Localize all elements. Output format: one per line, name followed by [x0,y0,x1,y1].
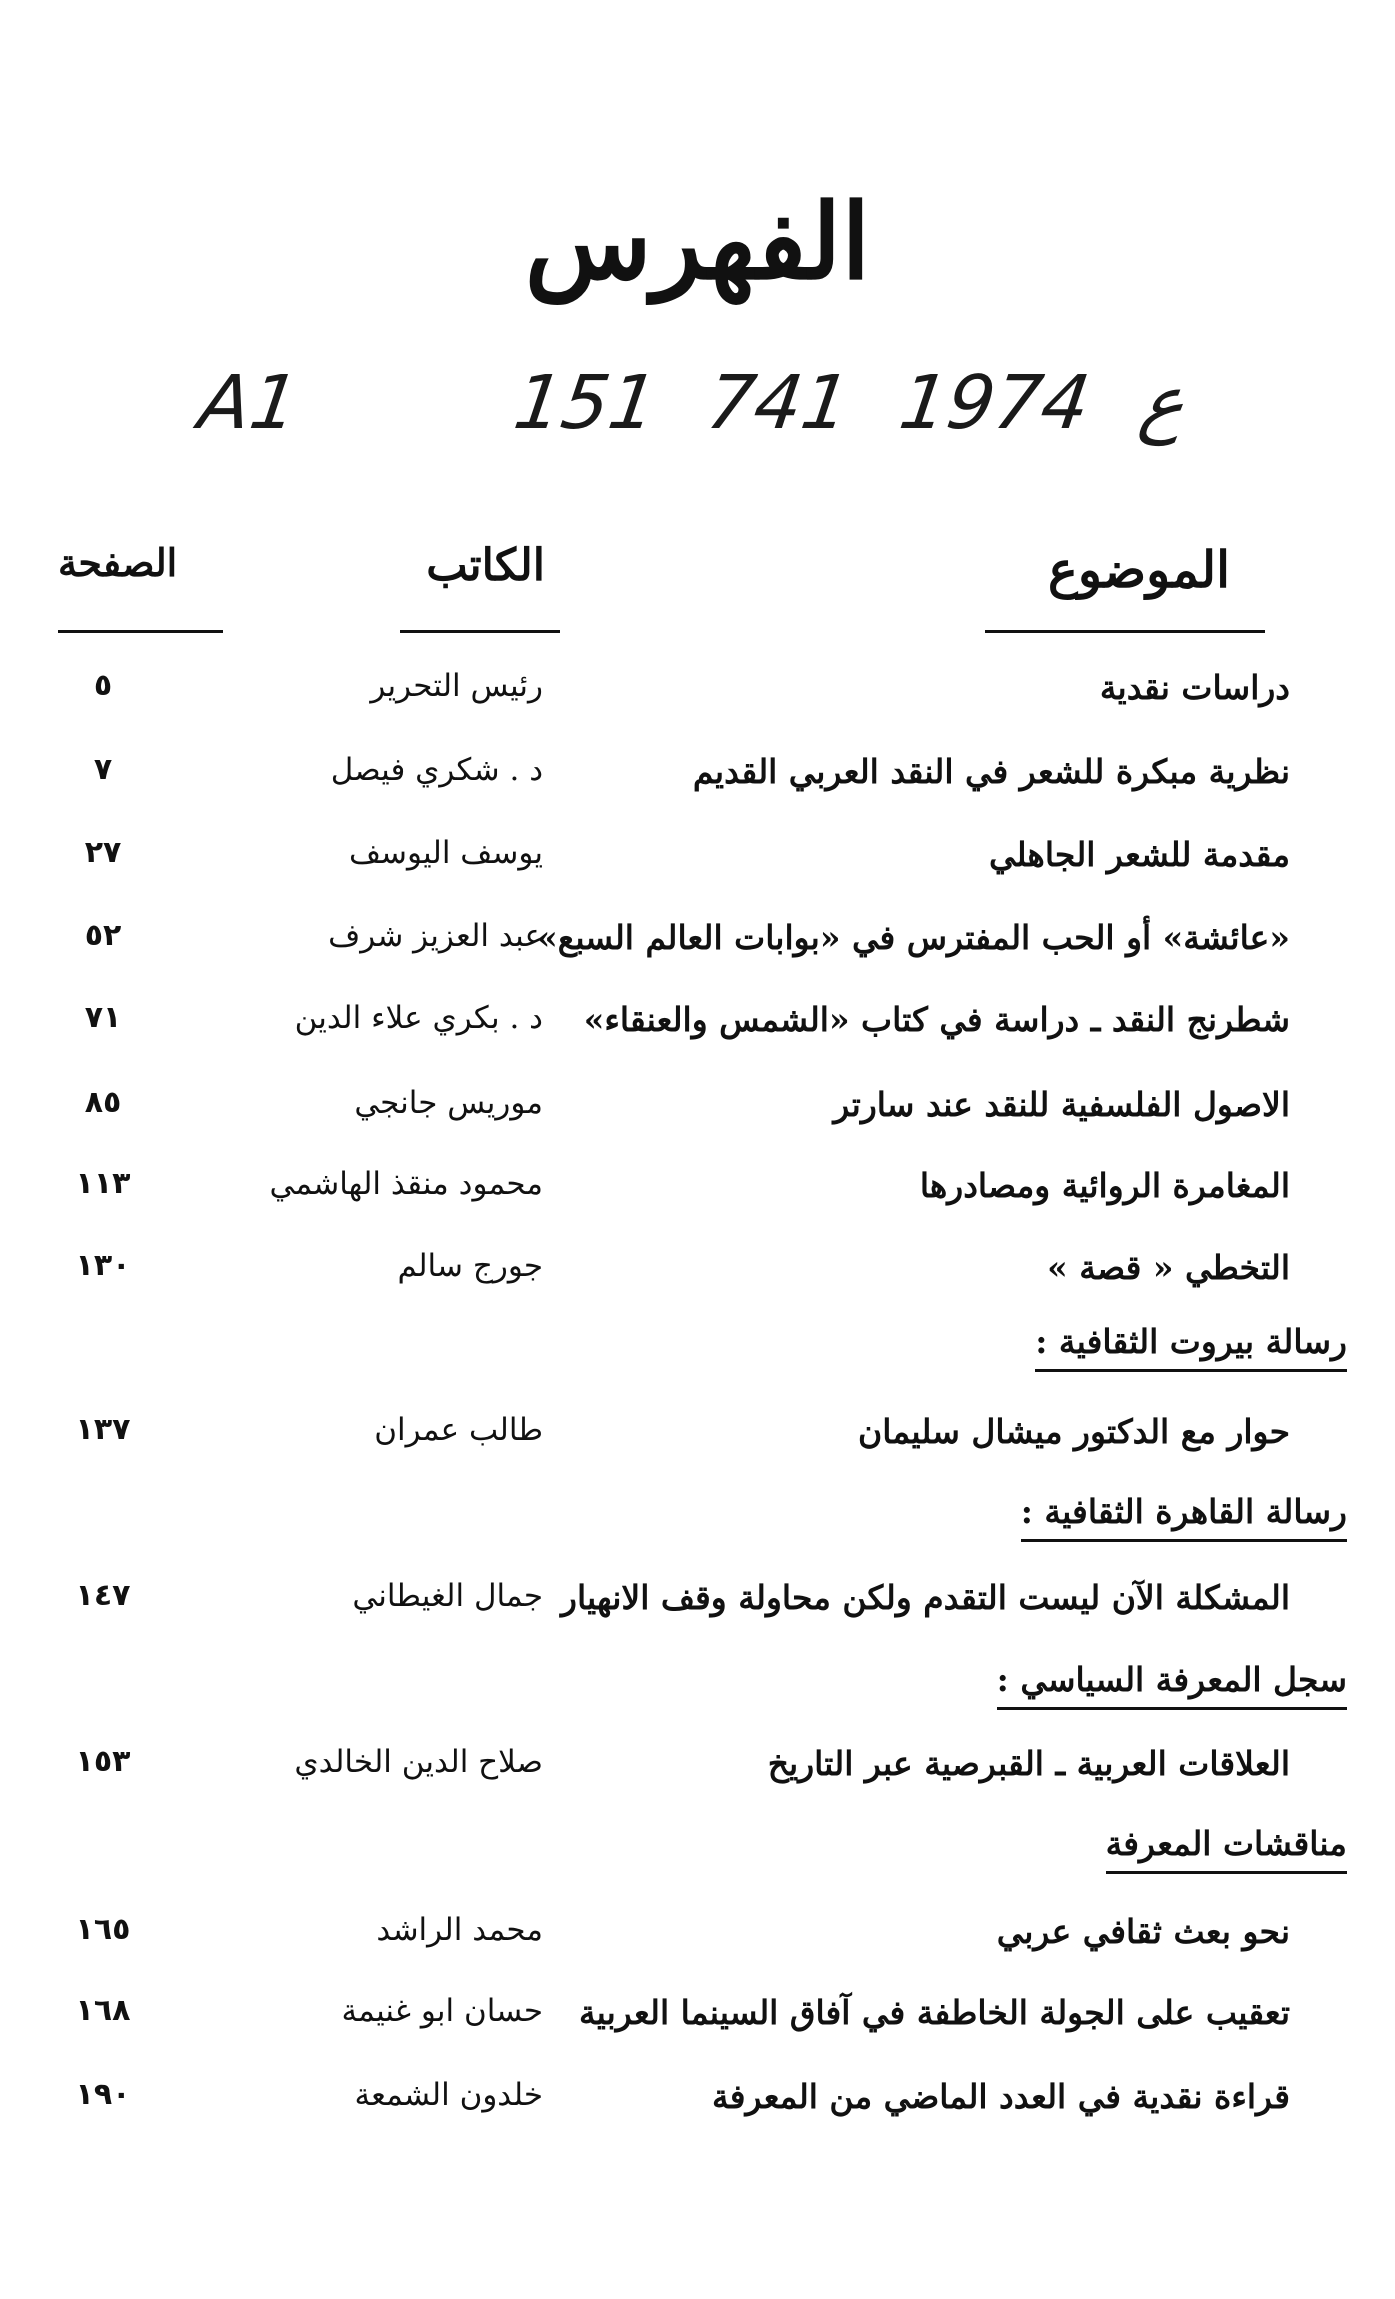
entry-topic: المشكلة الآن ليست التقدم ولكن محاولة وقف الانهيار [561,1578,1290,1617]
entry-page: ٥٢ [84,918,122,953]
entry-page: ١٥٣ [75,1744,131,1779]
header-underline [58,630,223,633]
entry-page: ٨٥ [84,1085,122,1120]
entry-author: موريس جانجي [354,1085,543,1121]
section-title: مناقشات المعرفة [1106,1824,1347,1874]
toc-row [0,2077,1395,2137]
entry-author: محمد الراشد [376,1912,543,1948]
column-header-topic: الموضوع [1048,540,1230,599]
toc-row [0,835,1395,895]
toc-row [0,1166,1395,1226]
entry-page: ١٩٠ [75,2077,131,2112]
entry-author: رئيس التحرير [370,668,543,704]
entry-author: جورج سالم [397,1248,543,1284]
entry-topic: مقدمة للشعر الجاهلي [989,835,1290,874]
entry-topic: قراءة نقدية في العدد الماضي من المعرفة [712,2077,1290,2116]
entry-author: عبد العزيز شرف [328,918,543,954]
page-title: الفهرس [524,180,871,303]
entry-page: ٢٧ [84,835,122,870]
entry-topic: نظرية مبكرة للشعر في النقد العربي القديم [692,752,1290,791]
toc-row [0,1000,1395,1060]
entry-author: طالب عمران [374,1412,543,1448]
section-title: رسالة القاهرة الثقافية : [1021,1492,1347,1542]
entry-author: خلدون الشمعة [354,2077,543,2113]
toc-row [0,1744,1395,1804]
toc-row [0,1578,1395,1638]
entry-page: ١٤٧ [75,1578,131,1613]
entry-page: ١٦٥ [75,1912,131,1947]
entry-page: ١٣٠ [75,1248,131,1283]
column-header-author: الكاتب [426,540,545,591]
entry-page: ٧١ [84,1000,122,1035]
entry-page: ١١٣ [75,1166,131,1201]
entry-topic: «عائشة» أو الحب المفترس في «بوابات العالم السبع» [537,918,1290,957]
entry-topic: شطرنج النقد ـ دراسة في كتاب «الشمس والعنقاء» [583,1000,1290,1039]
section-heading [0,1492,1395,1552]
entry-topic: الاصول الفلسفية للنقد عند سارتر [833,1085,1290,1124]
toc-row [0,1412,1395,1472]
entry-author: د . بكري علاء الدين [294,1000,543,1036]
entry-topic: المغامرة الروائية ومصادرها [919,1166,1290,1205]
entry-author: صلاح الدين الخالدي [294,1744,543,1780]
header-underline [400,630,560,633]
entry-author: جمال الغيطاني [352,1578,543,1614]
entry-topic: نحو بعث ثقافي عربي [996,1912,1290,1951]
entry-author: محمود منقذ الهاشمي [269,1166,543,1202]
entry-author: حسان ابو غنيمة [341,1993,543,2029]
handwritten-issue-note: 151 ع 1974 741 [508,360,1191,446]
section-heading [0,1322,1395,1382]
column-header-page: الصفحة [58,540,178,585]
entry-topic: دراسات نقدية [1099,668,1290,707]
entry-page: ٥ [93,668,113,703]
entry-page: ١٦٨ [75,1993,131,2028]
entry-page: ١٣٧ [75,1412,131,1447]
entry-topic: التخطي « قصة » [1047,1248,1290,1287]
toc-row [0,1912,1395,1972]
toc-row [0,668,1395,728]
toc-row [0,752,1395,812]
section-heading [0,1824,1395,1884]
entry-author: يوسف اليوسف [348,835,543,871]
handwritten-code: A1 [193,360,304,446]
entry-topic: حوار مع الدكتور ميشال سليمان [858,1412,1290,1451]
toc-row [0,1993,1395,2053]
toc-row [0,1085,1395,1145]
toc-row [0,918,1395,978]
section-heading [0,1660,1395,1720]
entry-author: د . شكري فيصل [330,752,543,788]
section-title: سجل المعرفة السياسي : [997,1660,1347,1710]
toc-row [0,1248,1395,1308]
header-underline [985,630,1265,633]
entry-topic: العلاقات العربية ـ القبرصية عبر التاريخ [767,1744,1290,1783]
section-title: رسالة بيروت الثقافية : [1035,1322,1347,1372]
entry-topic: تعقيب على الجولة الخاطفة في آفاق السينما العربية [578,1993,1290,2032]
entry-page: ٧ [93,752,113,787]
